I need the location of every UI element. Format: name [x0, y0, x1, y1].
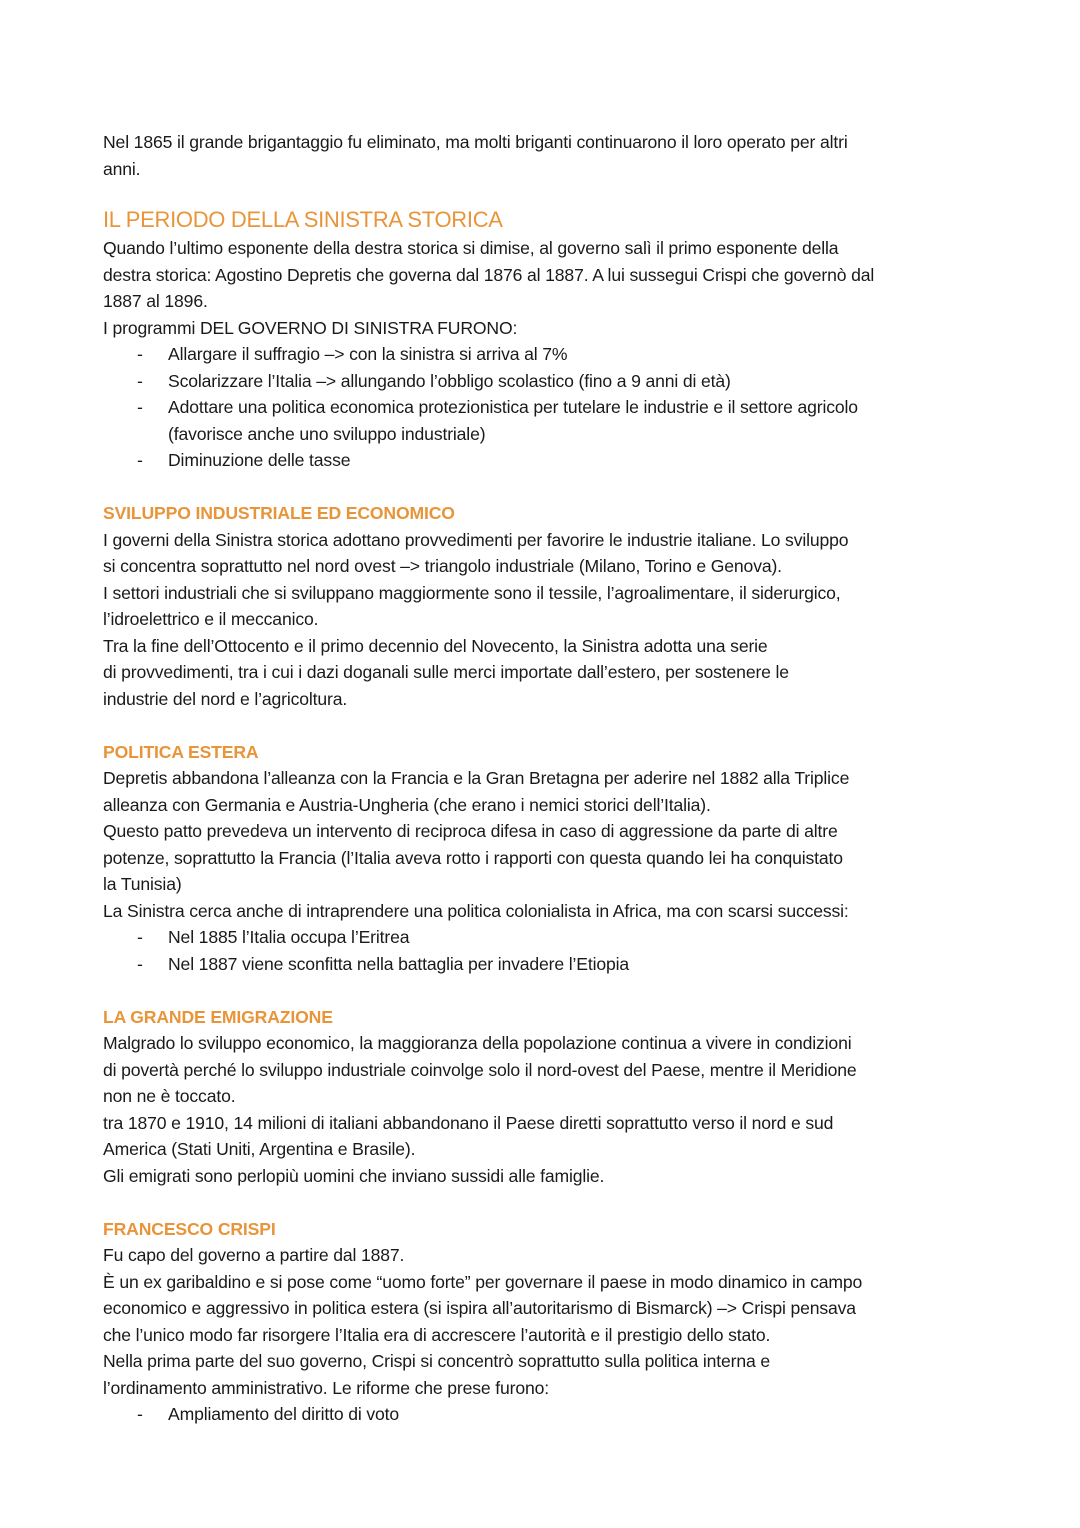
list-item — [103, 951, 1003, 978]
bullet-dash: - — [137, 1404, 143, 1424]
list-item-text: Diminuzione delle tasse — [168, 450, 351, 470]
paragraph-line: I governi della Sinistra storica adottano provvedimenti per favorire le industrie italiane. Lo sviluppo — [103, 529, 849, 550]
paragraph-line: economico e aggressivo in politica estera (si ispira all’autoritarismo di Bismarck) –> Crispi pensava — [103, 1298, 856, 1318]
paragraph-line: I programmi DEL GOVERNO DI SINISTRA FURONO: — [103, 317, 518, 338]
list-item — [103, 924, 1003, 951]
paragraph-line: Malgrado lo sviluppo economico, la maggioranza della popolazione continua a vivere in condizioni — [103, 1033, 852, 1053]
paragraph-line: destra storica: Agostino Depretis che governa dal 1876 al 1887. A lui sussegui Crispi che governò dal — [103, 264, 875, 285]
paragraph-line: di provvedimenti, tra i cui i dazi doganali sulle merci importate dall’estero, per sostenere le — [103, 662, 789, 682]
section-heading-sinistra-storica: IL PERIODO DELLA SINISTRA STORICA — [103, 207, 503, 232]
paragraph-line: la Tunisia) — [103, 874, 182, 894]
list-item-text: Ampliamento del diritto di voto — [168, 1404, 400, 1424]
paragraph-line: America (Stati Uniti, Argentina e Brasile). — [103, 1139, 416, 1159]
paragraph-line: si concentra soprattutto nel nord ovest –> triangolo industriale (Milano, Torino e Genova). — [103, 556, 782, 576]
bullet-dash: - — [137, 450, 143, 470]
paragraph-line: 1887 al 1896. — [103, 291, 208, 311]
paragraph-line: che l’unico modo far risorgere l’Italia era di accrescere l’autorità e il prestigio dello stato. — [103, 1324, 771, 1345]
section-heading-emigrazione: LA GRANDE EMIGRAZIONE — [103, 1006, 333, 1027]
list-item — [103, 368, 1003, 395]
paragraph-line: tra 1870 e 1910, 14 milioni di italiani abbandonano il Paese diretti soprattutto verso il nord e sud — [103, 1112, 834, 1133]
bullet-dash: - — [137, 927, 143, 947]
paragraph-line: alleanza con Germania e Austria-Ungheria (che erano i nemici storici dell’Italia). — [103, 794, 711, 815]
paragraph-line: l’ordinamento amministrativo. Le riforme che prese furono: — [103, 1377, 550, 1398]
paragraph-line: non ne è toccato. — [103, 1086, 236, 1106]
paragraph-line: industrie del nord e l’agricoltura. — [103, 688, 348, 709]
paragraph-line: Quando l’ultimo esponente della destra storica si dimise, al governo salì il primo esponente della — [103, 238, 839, 258]
paragraph-line: potenze, soprattutto la Francia (l’Italia aveva rotto i rapporti con questa quando lei ha conquistato — [103, 847, 843, 868]
paragraph-line: La Sinistra cerca anche di intraprendere una politica colonialista in Africa, ma con scarsi successi: — [103, 900, 849, 921]
paragraph-line: Nella prima parte del suo governo, Crispi si concentrò soprattutto sulla politica interna e — [103, 1351, 770, 1371]
list-item-text: Scolarizzare l’Italia –> allungando l’obbligo scolastico (fino a 9 anni di età) — [168, 370, 731, 391]
paragraph-line: Tra la fine dell’Ottocento e il primo decennio del Novecento, la Sinistra adotta una serie — [103, 635, 768, 656]
bullet-dash: - — [137, 397, 143, 417]
section-heading-crispi: FRANCESCO CRISPI — [103, 1218, 276, 1239]
list-item — [103, 447, 1003, 474]
list-item-text: Nel 1885 l’Italia occupa l’Eritrea — [168, 927, 410, 947]
paragraph-line: Depretis abbandona l’alleanza con la Francia e la Gran Bretagna per aderire nel 1882 alla Triplice — [103, 768, 850, 788]
section-heading-politica-estera: POLITICA ESTERA — [103, 741, 259, 762]
paragraph-line: l’idroelettrico e il meccanico. — [103, 609, 319, 629]
paragraph-line: I settori industriali che si sviluppano maggiormente sono il tessile, l’agroalimentare, il siderurgico, — [103, 582, 841, 603]
section-body — [103, 527, 1003, 713]
paragraph-line: Fu capo del governo a partire dal 1887. — [103, 1245, 405, 1265]
bullet-dash: - — [137, 344, 143, 364]
section-heading-sviluppo: SVILUPPO INDUSTRIALE ED ECONOMICO — [103, 503, 455, 523]
list-item-continuation: (favorisce anche uno sviluppo industriale) — [168, 423, 486, 444]
bullet-dash: - — [137, 370, 143, 391]
list-item-text: Nel 1887 viene sconfitta nella battaglia per invadere l’Etiopia — [168, 953, 629, 974]
list-item — [103, 341, 1003, 368]
paragraph-line: Questo patto prevedeva un intervento di reciproca difesa in caso di aggressione da parte di altre — [103, 821, 838, 841]
paragraph-line: anni. — [103, 158, 141, 179]
list-item-text: Allargare il suffragio –> con la sinistra si arriva al 7% — [168, 344, 568, 364]
document-page — [103, 129, 1003, 1428]
bullet-dash: - — [137, 953, 143, 974]
list-item — [103, 1401, 1003, 1428]
list-item — [103, 394, 1003, 421]
paragraph-line: Nel 1865 il grande brigantaggio fu eliminato, ma molti briganti continuarono il loro operato per altri — [103, 132, 848, 152]
paragraph-line: È un ex garibaldino e si pose come “uomo forte” per governare il paese in modo dinamico in campo — [103, 1271, 863, 1292]
paragraph-line: Gli emigrati sono perlopiù uomini che inviano sussidi alle famiglie. — [103, 1165, 605, 1186]
paragraph-line: di povertà perché lo sviluppo industriale coinvolge solo il nord-ovest del Paese, mentre il Meridione — [103, 1059, 857, 1080]
list-item-text: Adottare una politica economica protezionistica per tutelare le industrie e il settore agricolo — [168, 397, 858, 417]
